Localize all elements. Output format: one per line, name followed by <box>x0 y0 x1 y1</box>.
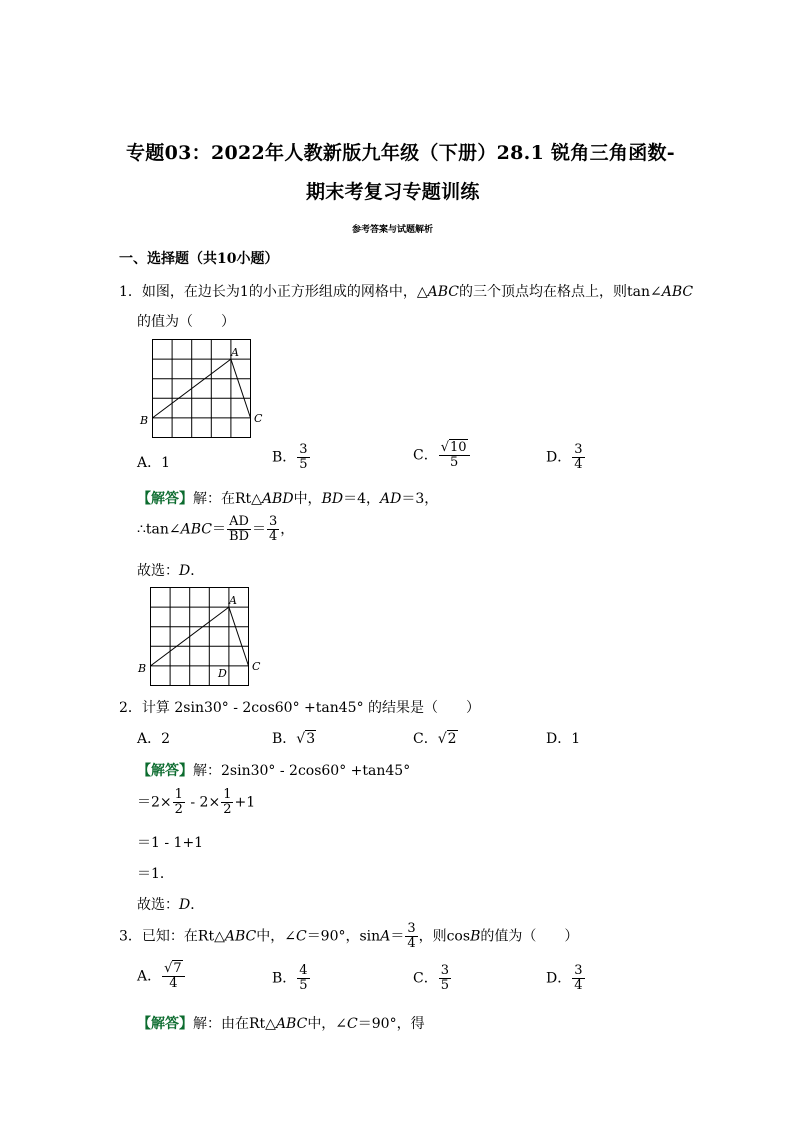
question-1-stem <box>119 281 693 301</box>
fraction: $\frac{3}{4}$ <box>574 963 583 993</box>
option-d: D．1 <box>546 731 581 747</box>
question-number: 1． <box>119 284 142 300</box>
vertex-label-a: A <box>231 346 239 359</box>
answer-2-line2: ＝2× $\frac{1}{2}$ - 2× $\frac{1}{2}$ +1 <box>137 787 256 817</box>
figure-2-grid <box>136 584 266 690</box>
sqrt-symbol: √2 <box>437 731 457 747</box>
option-a: A．1 <box>137 455 171 471</box>
question-3-stem: 3．已知：在Rt△ABC中，∠C＝90°，sinA＝ $\frac{3}{4}$ ，则cosB的值为（ ） <box>119 921 579 951</box>
question-1-stem-line2: 的值为（ ） <box>137 314 235 330</box>
answer-tag: 【解答】 <box>137 491 193 507</box>
answer-3-line1: 【解答】解：由在Rt△ABC中，∠C＝90°，得 <box>137 1016 425 1032</box>
figure-1-grid <box>136 336 266 442</box>
vertex-label-b: B <box>140 414 149 427</box>
vertex-label-a: A <box>229 594 237 607</box>
option-b: B． $\frac{3}{5}$ <box>272 442 308 472</box>
answer-tag: 【解答】 <box>137 763 193 779</box>
page-title: 专题03：2022年人教新版九年级（下册）28.1 锐角三角函数- <box>126 142 675 164</box>
vertex-label-b: B <box>138 662 147 675</box>
stem-text: 的三个顶点均在格点上，则tan∠ <box>458 284 662 300</box>
answer-1-choice: 故选：D． <box>137 563 205 579</box>
answer-1-line2: ∴tan∠ABC＝ $\frac{AD}{BD}$ ＝ $\frac{3}{4}$ ， <box>137 514 295 544</box>
fraction: $\frac{3}{5}$ <box>299 442 308 472</box>
page-subtitle: 参考答案与试题解析 <box>352 225 434 235</box>
answer-2-line4: ＝1． <box>137 866 174 882</box>
option-d: D． $\frac{3}{4}$ <box>546 963 583 993</box>
question-number: 3． <box>119 928 142 945</box>
sqrt-symbol: √7 <box>164 961 182 976</box>
question-2-stem: 2．计算 2sin30° - 2cos60° +tan45° 的结果是（ ） <box>119 700 481 716</box>
option-b: B．√3 <box>272 731 316 747</box>
option-d: D． $\frac{3}{4}$ <box>546 442 583 472</box>
fraction: $\frac{√10}{5}$ <box>439 441 470 470</box>
fraction: $\frac{3}{4}$ <box>407 921 416 951</box>
sqrt-symbol: √3 <box>296 731 316 747</box>
section-heading: 一、选择题（共10小题） <box>119 251 279 267</box>
vertex-label-d: D <box>218 667 227 680</box>
option-c: C．√2 <box>413 731 457 747</box>
fraction: $\frac{3}{4}$ <box>574 442 583 472</box>
angle-name: ABC <box>661 284 694 300</box>
answer-2-line1: 【解答】解：2sin30° - 2cos60° +tan45° <box>137 763 411 779</box>
vertex-label-c: C <box>252 660 261 673</box>
fraction: $\frac{4}{5}$ <box>299 963 308 993</box>
answer-tag: 【解答】 <box>137 1016 193 1032</box>
triangle-name: ABC <box>427 284 459 300</box>
fraction: $\frac{√7}{4}$ <box>162 962 185 991</box>
option-b: B． $\frac{4}{5}$ <box>272 963 308 993</box>
option-a: A．2 <box>137 731 171 747</box>
fraction: $\frac{1}{2}$ <box>223 787 232 817</box>
fraction: $\frac{3}{5}$ <box>440 963 449 993</box>
answer-2-line3: ＝1 - 1+1 <box>137 835 204 851</box>
vertex-label-c: C <box>254 412 263 425</box>
question-number: 2． <box>119 700 142 716</box>
answer-1-line1: 【解答】解：在Rt△ABD中，BD＝4，AD＝3， <box>137 491 439 507</box>
fraction: $\frac{1}{2}$ <box>174 787 183 817</box>
option-c: C． $\frac{√10}{5}$ <box>413 441 471 470</box>
option-c: C． $\frac{3}{5}$ <box>413 963 449 993</box>
answer-2-choice: 故选：D． <box>137 897 205 913</box>
option-a: A． $\frac{√7}{4}$ <box>137 962 186 991</box>
page-title-line2: 期末考复习专题训练 <box>306 181 480 203</box>
sqrt-symbol: √10 <box>440 440 467 455</box>
fraction: $\frac{3}{4}$ <box>269 514 278 544</box>
stem-text: 如图，在边长为1的小正方形组成的网格中，△ <box>141 284 428 300</box>
fraction: $\frac{AD}{BD}$ <box>229 514 249 544</box>
